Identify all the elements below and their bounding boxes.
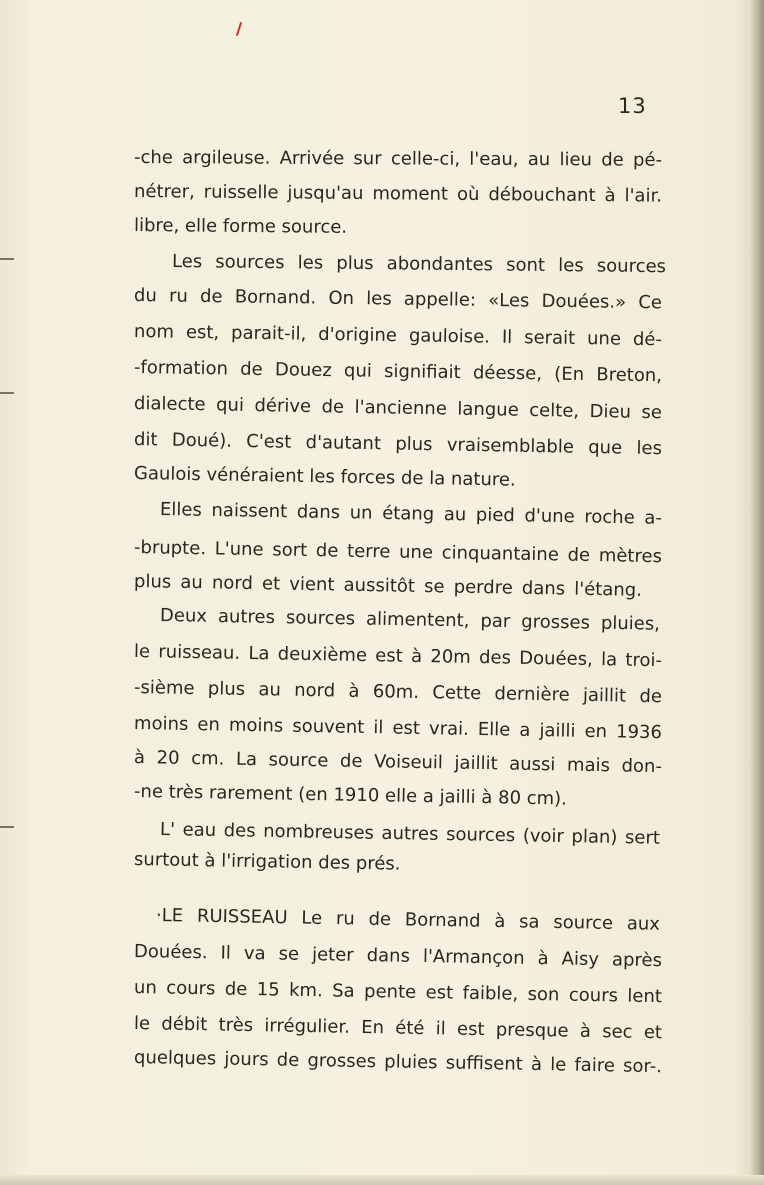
text-line: Les sources les plus abondantes sont les sources [171, 251, 667, 278]
text-line: L' eau des nombreuses autres sources (voir plan) sert [159, 819, 661, 849]
section-heading-line: ·LE RUISSEAU Le ru de Bornand à sa source aux [155, 905, 661, 935]
text-line: surtout à l'irrigation des prés. [133, 849, 401, 875]
text-line: plus au nord et vient aussitôt se perdre dans l'étang. [133, 571, 643, 601]
text-line: Elles naissent dans un étang au pied d'une roche a- [159, 499, 663, 529]
text-line: un cours de 15 km. Sa pente est faible, son cours lent [133, 977, 663, 1008]
text-line: le débit très irrégulier. En été il est presque à sec et [133, 1013, 663, 1044]
red-pencil-mark [236, 22, 242, 36]
text-line: Deux autres sources alimentent, par grosses pluies, [159, 605, 661, 635]
page-number: 13 [618, 94, 647, 118]
text-line: -che argileuse. Arrivée sur celle-ci, l'eau, au lieu de pé- [133, 147, 663, 171]
text-line: -brupte. L'une sort de terre une cinquantaine de mètres [133, 537, 663, 568]
binding-tick [0, 392, 14, 394]
text-line: nom est, parait-il, d'origine gauloise. Il serait une dé- [133, 321, 663, 351]
text-line: à 20 cm. La source de Voiseuil jaillit aussi mais don- [133, 747, 663, 778]
page-bottom-edge [0, 1175, 764, 1185]
text-line: -formation de Douez qui signifiait déesse, (En Breton, [133, 357, 663, 387]
text-line: le ruisseau. La deuxième est à 20m des Douées, la troi- [133, 641, 663, 672]
text-line: Douées. Il va se jeter dans l'Armançon à Aisy après [133, 941, 663, 972]
text-line: Gaulois vénéraient les forces de la nature. [133, 463, 516, 491]
text-line: libre, elle forme source. [133, 215, 348, 238]
binding-tick [0, 258, 14, 260]
text-line: nétrer, ruisselle jusqu'au moment où débouchant à l'air. [133, 181, 663, 207]
text-line: dialecte qui dérive de l'ancienne langue celte, Dieu se [133, 393, 663, 424]
page-edge-shadow [750, 0, 764, 1185]
text-line: -sième plus au nord à 60m. Cette dernière jaillit de [133, 677, 663, 708]
binding-tick [0, 826, 14, 828]
text-line: -ne très rarement (en 1910 elle a jailli à 80 cm). [133, 781, 568, 810]
text-line: quelques jours de grosses pluies suffisent à le faire sor-. [133, 1047, 663, 1078]
text-line: dit Doué). C'est d'autant plus vraisemblable que les [133, 429, 663, 460]
text-line: du ru de Bornand. On les appelle: «Les Douées.» Ce [133, 285, 663, 314]
text-line: moins en moins souvent il est vrai. Elle a jailli en 1936 [133, 713, 663, 744]
